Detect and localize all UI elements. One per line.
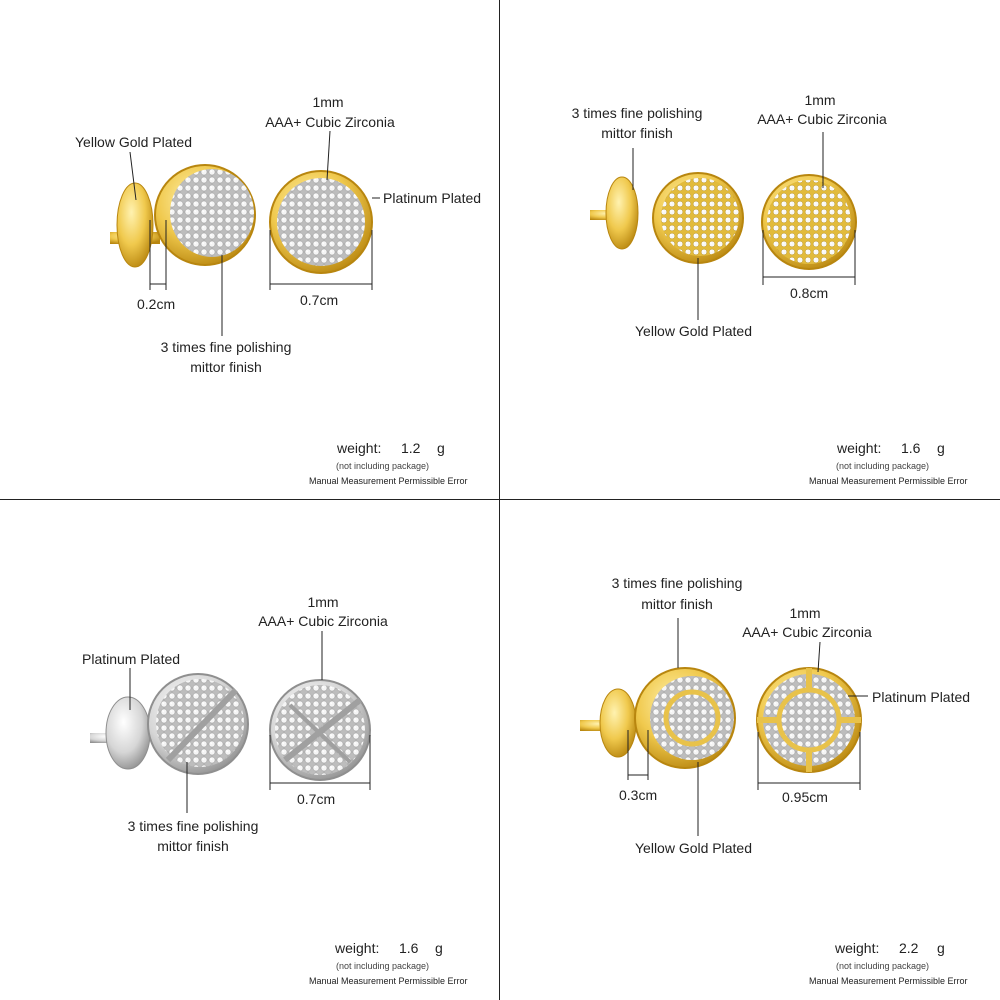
- product-panel-2: [500, 0, 1000, 500]
- weight-value: 2.2: [899, 940, 919, 956]
- yellow-gold-label: Yellow Gold Plated: [75, 134, 193, 150]
- weight-error: Manual Measurement Permissible Error: [809, 976, 968, 986]
- stone-size-label: 1mm: [789, 605, 821, 621]
- diameter-label: 0.95cm: [782, 789, 828, 805]
- stone-size-label: 1mm: [312, 94, 344, 110]
- weight-value: 1.6: [901, 440, 921, 456]
- horizontal-divider: [0, 499, 1000, 500]
- yellow-gold-label: Yellow Gold Plated: [635, 840, 753, 856]
- finish-label-line2: mittor finish: [190, 359, 262, 375]
- stone-size-label: 1mm: [804, 92, 836, 108]
- weight-note: (not including package): [336, 961, 430, 971]
- finish-label-line1: 3 times fine polishing: [127, 818, 259, 834]
- weight-value: 1.2: [401, 440, 421, 456]
- product-panel-3: [0, 500, 500, 1000]
- weight-unit: g: [437, 440, 445, 456]
- earring-illustration-1: [0, 0, 500, 500]
- stone-face: [170, 169, 254, 257]
- stone-face: [650, 676, 734, 760]
- product-panel-1: [0, 0, 500, 500]
- weight-error: Manual Measurement Permissible Error: [809, 476, 968, 486]
- diameter-label: 0.7cm: [300, 292, 339, 308]
- finish-label-line2: mittor finish: [641, 596, 713, 612]
- weight-note: (not including package): [336, 461, 430, 471]
- earring-illustration-2: [500, 0, 1000, 500]
- stone-type-label: AAA+ Cubic Zirconia: [258, 613, 388, 629]
- finish-label-line1: 3 times fine polishing: [611, 575, 743, 591]
- weight-unit: g: [937, 440, 945, 456]
- earring-illustration-3: [0, 500, 500, 1000]
- stone-type-label: AAA+ Cubic Zirconia: [265, 114, 395, 130]
- weight-error: Manual Measurement Permissible Error: [309, 476, 468, 486]
- weight-label: weight:: [335, 940, 380, 956]
- weight-note: (not including package): [836, 461, 930, 471]
- weight-unit: g: [937, 940, 945, 956]
- finish-label-line2: mittor finish: [601, 125, 673, 141]
- diameter-label: 0.7cm: [297, 791, 336, 807]
- platinum-label: Platinum Plated: [82, 651, 181, 667]
- weight-label: weight:: [835, 940, 880, 956]
- weight-value: 1.6: [399, 940, 419, 956]
- platinum-label: Platinum Plated: [383, 190, 482, 206]
- thickness-label: 0.2cm: [137, 296, 176, 312]
- weight-note: (not including package): [836, 961, 930, 971]
- product-panel-4: [500, 500, 1000, 1000]
- weight-label: weight:: [337, 440, 382, 456]
- weight-label: weight:: [837, 440, 882, 456]
- stone-size-label: 1mm: [307, 594, 339, 610]
- stone-face: [767, 180, 851, 264]
- finish-label-line2: mittor finish: [157, 838, 229, 854]
- stone-type-label: AAA+ Cubic Zirconia: [757, 111, 887, 127]
- stone-type-label: AAA+ Cubic Zirconia: [742, 624, 872, 640]
- weight-error: Manual Measurement Permissible Error: [309, 976, 468, 986]
- diameter-label: 0.8cm: [790, 285, 829, 301]
- finish-label-line1: 3 times fine polishing: [160, 339, 292, 355]
- platinum-label: Platinum Plated: [872, 689, 971, 705]
- thickness-label: 0.3cm: [619, 787, 658, 803]
- yellow-gold-label: Yellow Gold Plated: [635, 323, 753, 339]
- stone-face: [661, 178, 739, 256]
- weight-unit: g: [435, 940, 443, 956]
- vertical-divider: [499, 0, 500, 1000]
- finish-label-line1: 3 times fine polishing: [571, 105, 703, 121]
- stone-face: [277, 178, 365, 266]
